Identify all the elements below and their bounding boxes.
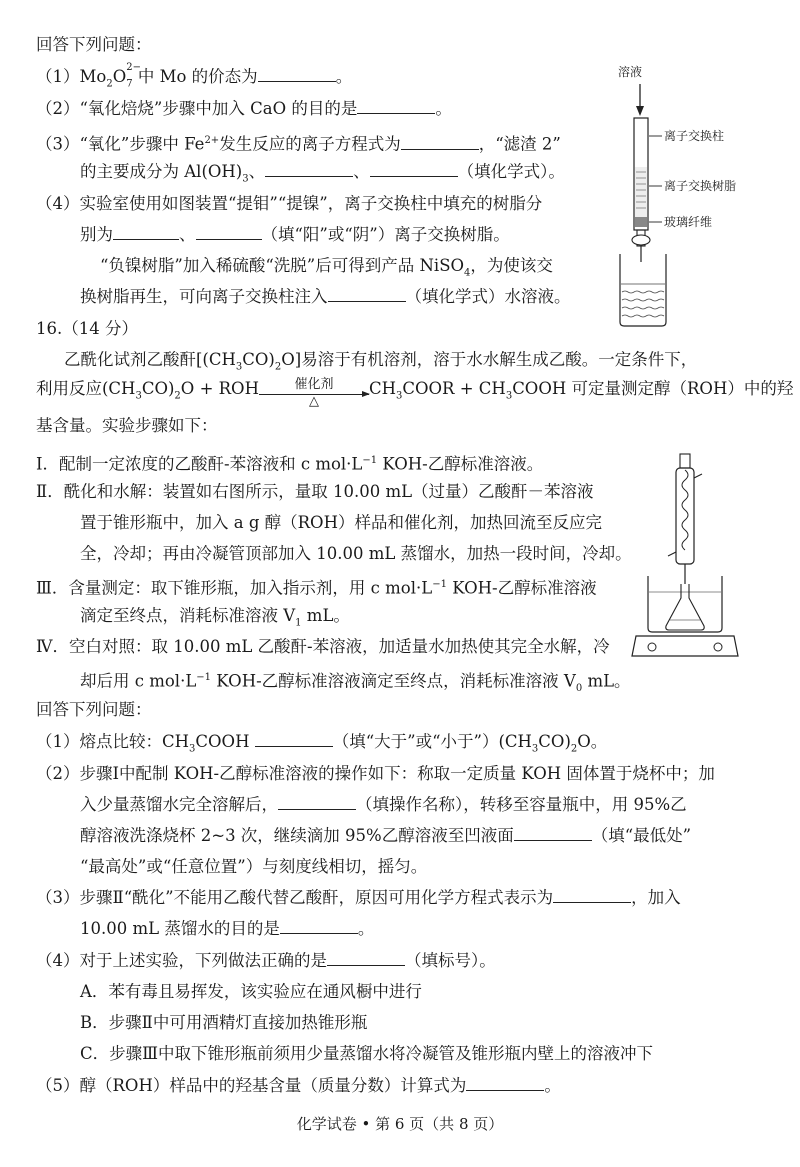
condenser-top bbox=[680, 454, 690, 468]
step-2-line2: 置于锥形瓶中，加入 a g 醇（ROH）样品和催化剂，加热回流至反应完 bbox=[80, 513, 602, 532]
answer-blank[interactable] bbox=[357, 98, 435, 114]
sup: −1 bbox=[196, 672, 212, 683]
answer-blank[interactable] bbox=[255, 731, 333, 747]
sub: 2 bbox=[274, 361, 282, 373]
q16-part5 bbox=[36, 1075, 561, 1097]
text: CO) bbox=[242, 350, 275, 369]
resin-fill bbox=[635, 167, 647, 217]
sup: −1 bbox=[432, 579, 447, 590]
answer-blank[interactable] bbox=[113, 224, 179, 240]
step-4-line2 bbox=[80, 667, 631, 700]
water-inlet bbox=[668, 552, 676, 556]
text: 乙酰化试剂乙酸酐[(CH bbox=[64, 350, 236, 369]
q15-part4-line4 bbox=[80, 286, 571, 308]
answer-blank[interactable] bbox=[258, 66, 336, 82]
q16-part2-line1: （2）步骤Ⅰ中配制 KOH-乙醇标准溶液的操作如下：称取一定质量 KOH 固体置于烧杯中；加 bbox=[36, 764, 715, 783]
answer-blank[interactable] bbox=[553, 887, 631, 903]
q15-part2 bbox=[36, 98, 452, 120]
q15-part3-line2 bbox=[80, 161, 565, 190]
q15-part1: $(1)Mo_2O$ 2− $_7$ 中 Mo 的价态为 。 bbox=[36, 66, 352, 95]
sub: 1 bbox=[295, 617, 302, 629]
q16-part2-line2 bbox=[80, 794, 687, 816]
q15-part4-line2 bbox=[80, 224, 510, 246]
text: Ⅰ．配制一定浓度的乙酸酐-苯溶液和 c mol·L bbox=[36, 454, 363, 474]
text: （填化学式）水溶液。 bbox=[405, 287, 571, 306]
sub: 3 bbox=[242, 173, 249, 185]
conical-flask-icon bbox=[666, 584, 704, 630]
q16-intro-line1 bbox=[64, 349, 697, 378]
text: Ⅲ．含量测定：取下锥形瓶，加入指示剂，用 c mol·L bbox=[36, 578, 433, 598]
water-outlet bbox=[694, 474, 702, 478]
q16-part4 bbox=[36, 950, 496, 972]
q16-part2-line3 bbox=[80, 825, 691, 847]
q16-reaction-line bbox=[36, 376, 793, 409]
text: 中 Mo 的价态为 bbox=[137, 67, 258, 86]
sub: 3 bbox=[135, 390, 142, 402]
option-a[interactable]: A．苯有毒且易挥发，该实验应在通风橱中进行 bbox=[80, 982, 422, 1001]
text: （2）“氧化焙烧”步骤中加入 CaO 的目的是 bbox=[36, 99, 358, 118]
text: 利用反应(CH bbox=[36, 379, 136, 398]
answer-blank[interactable] bbox=[280, 918, 358, 934]
sub: 2 bbox=[106, 78, 113, 90]
q16-part2-line4: “最高处”或“任意位置”）与刻度线相切，摇匀。 bbox=[80, 857, 428, 876]
text: （填“阳”或“阴”）离子交换树脂。 bbox=[261, 225, 510, 244]
text: （填化学式）。 bbox=[457, 162, 565, 181]
text: “负镍树脂”加入稀硫酸“洗脱”后可得到产品 NiSO bbox=[100, 256, 465, 275]
label-resin: 离子交换树脂 bbox=[664, 179, 737, 193]
arrow-head-icon bbox=[636, 106, 644, 116]
stopcock-valve-icon[interactable] bbox=[632, 235, 650, 245]
text: CO) bbox=[141, 379, 175, 398]
page-footer: 化学试卷 • 第 6 页（共 8 页） bbox=[296, 1115, 504, 1133]
text: 换树脂再生，可向离子交换柱注入 bbox=[80, 287, 328, 306]
text: 。 bbox=[335, 67, 353, 86]
step-3-line1 bbox=[36, 574, 597, 600]
text: 。 bbox=[544, 1076, 561, 1095]
text: 滴定至终点，消耗标准溶液 V bbox=[80, 606, 296, 625]
sup: −1 bbox=[362, 455, 378, 466]
label-column: 离子交换柱 bbox=[664, 129, 725, 143]
q16-part1 bbox=[36, 731, 607, 760]
text: O。 bbox=[577, 732, 608, 751]
reaction-arrow bbox=[259, 377, 369, 409]
answer-blank[interactable] bbox=[514, 825, 592, 841]
sup: 2+ bbox=[204, 135, 220, 146]
sub: 4 bbox=[464, 267, 471, 279]
text: 入少量蒸馏水完全溶解后， bbox=[80, 795, 278, 814]
step-4-line1: Ⅳ．空白对照：取 10.00 mL 乙酸酐-苯溶液，加适量水加热使其完全水解，冷 bbox=[36, 637, 610, 656]
answer-blank[interactable] bbox=[328, 286, 406, 302]
text: CH bbox=[368, 379, 396, 398]
knob-icon[interactable] bbox=[648, 643, 656, 651]
text: 、 bbox=[248, 162, 266, 181]
text: （填操作名称），转移至容量瓶中，用 95%乙 bbox=[356, 795, 687, 814]
text: 。 bbox=[357, 919, 375, 938]
q16-header: 16.（14 分） bbox=[36, 319, 138, 338]
reflux-apparatus-figure bbox=[628, 452, 743, 662]
text: （填“最低处” bbox=[591, 826, 692, 845]
text: COOR + CH bbox=[402, 379, 506, 398]
text: （填标号）。 bbox=[405, 951, 496, 970]
text: （1）Mo bbox=[36, 67, 107, 86]
text: （3）“氧化”步骤中 Fe bbox=[36, 134, 205, 154]
text: ，“滤渣 2” bbox=[478, 134, 561, 154]
q15-part3-line1 bbox=[36, 130, 561, 156]
text: 别为 bbox=[80, 225, 113, 244]
option-c[interactable]: C．步骤Ⅲ中取下锥形瓶前须用少量蒸馏水将冷凝管及锥形瓶内壁上的溶液冲下 bbox=[80, 1044, 654, 1063]
q16-intro-line3: 基含量。实验步骤如下： bbox=[36, 416, 218, 435]
arrow-line-icon bbox=[259, 394, 369, 395]
step-1 bbox=[36, 450, 543, 476]
answer-blank[interactable] bbox=[327, 950, 405, 966]
text: （填“大于”或“小于”）(CH bbox=[332, 732, 532, 751]
step-3-line2 bbox=[80, 605, 350, 634]
text: （4）对于上述实验，下列做法正确的是 bbox=[36, 951, 327, 970]
sub: 3 bbox=[531, 743, 539, 755]
text: COOH bbox=[195, 732, 250, 751]
text: COOH 可定量测定醇（ROH）中的羟 bbox=[512, 379, 794, 398]
text: （1）熔点比较：CH bbox=[36, 732, 190, 751]
text: KOH-乙醇标准溶液。 bbox=[377, 454, 544, 474]
text: O + ROH bbox=[180, 379, 259, 398]
answer-blank[interactable] bbox=[401, 134, 479, 150]
answer-blank[interactable] bbox=[370, 161, 458, 177]
sub: 3 bbox=[189, 743, 196, 755]
glass-fiber-plug bbox=[635, 217, 647, 227]
text: CO) bbox=[538, 732, 571, 751]
label-solution: 溶液 bbox=[618, 65, 643, 79]
answer-blank[interactable] bbox=[265, 161, 353, 177]
answer-blank[interactable] bbox=[196, 224, 262, 240]
text: 的主要成分为 Al(OH) bbox=[80, 162, 243, 181]
ion-exchange-column-figure bbox=[600, 62, 780, 332]
sub: 3 bbox=[505, 390, 513, 402]
step-2-line1: Ⅱ．酰化和水解：装置如右图所示，量取 10.00 mL（过量）乙酸酐－苯溶液 bbox=[36, 482, 594, 501]
answer-blank[interactable] bbox=[278, 794, 356, 810]
text: （3）步骤Ⅱ“酰化”不能用乙酸代替乙酸酐，原因可用化学方程式表示为 bbox=[36, 888, 554, 907]
text: （5）醇（ROH）样品中的羟基含量（质量分数）计算式为 bbox=[36, 1076, 467, 1095]
label-glass-fiber: 玻璃纤维 bbox=[664, 215, 713, 229]
knob-icon[interactable] bbox=[714, 643, 722, 651]
sub: 2 bbox=[570, 743, 578, 755]
text: 发生反应的离子方程式为 bbox=[219, 134, 401, 154]
option-b[interactable]: B．步骤Ⅱ中可用酒精灯直接加热锥形瓶 bbox=[80, 1013, 368, 1032]
text: ，加入 bbox=[631, 888, 681, 907]
text: 、 bbox=[179, 225, 196, 244]
answer-blank[interactable] bbox=[466, 1075, 544, 1091]
sub: 0 bbox=[575, 682, 583, 694]
q15-part4-line3 bbox=[100, 255, 553, 284]
text: ，为使该交 bbox=[470, 256, 553, 275]
q16-part3-line2 bbox=[80, 918, 374, 940]
water-bath-icon bbox=[648, 576, 722, 632]
text: 醇溶液洗涤烧杯 2~3 次，继续滴加 95%乙醇溶液至凹液面 bbox=[80, 826, 514, 845]
text: 10.00 mL 蒸馏水的目的是 bbox=[80, 919, 280, 938]
heat-symbol: △ bbox=[308, 394, 319, 410]
sub: 3 bbox=[396, 390, 403, 402]
text: KOH-乙醇标准溶液 bbox=[446, 578, 597, 598]
sup: 2− bbox=[126, 62, 141, 73]
beaker-liquid bbox=[621, 284, 665, 317]
text: mL。 bbox=[582, 671, 631, 691]
step-2-line3: 全，冷却；再由冷凝管顶部加入 10.00 mL 蒸馏水，加热一段时间，冷却。 bbox=[80, 544, 632, 563]
condenser-coil bbox=[682, 470, 688, 550]
catalyst-label: 催化剂 bbox=[294, 377, 334, 393]
text: 却后用 c mol·L bbox=[80, 671, 197, 691]
answer-intro-16: 回答下列问题： bbox=[36, 700, 152, 719]
text: KOH-乙醇标准溶液滴定至终点，消耗标准溶液 V bbox=[211, 671, 576, 691]
answer-intro-15: 回答下列问题： bbox=[36, 35, 152, 54]
q16-part3-line1 bbox=[36, 887, 681, 909]
text: O]易溶于有机溶剂，溶于水水解生成乙酸。一定条件下， bbox=[281, 350, 698, 369]
q15-part4-line1: （4）实验室使用如图装置“提钼”“提镍”，离子交换柱中填充的树脂分 bbox=[36, 194, 543, 213]
text: 、 bbox=[353, 162, 370, 181]
sub: 3 bbox=[235, 361, 243, 373]
sub: 2 bbox=[174, 390, 181, 402]
sub: 7 bbox=[126, 78, 133, 90]
text: 。 bbox=[435, 99, 452, 118]
text: mL。 bbox=[301, 606, 350, 625]
